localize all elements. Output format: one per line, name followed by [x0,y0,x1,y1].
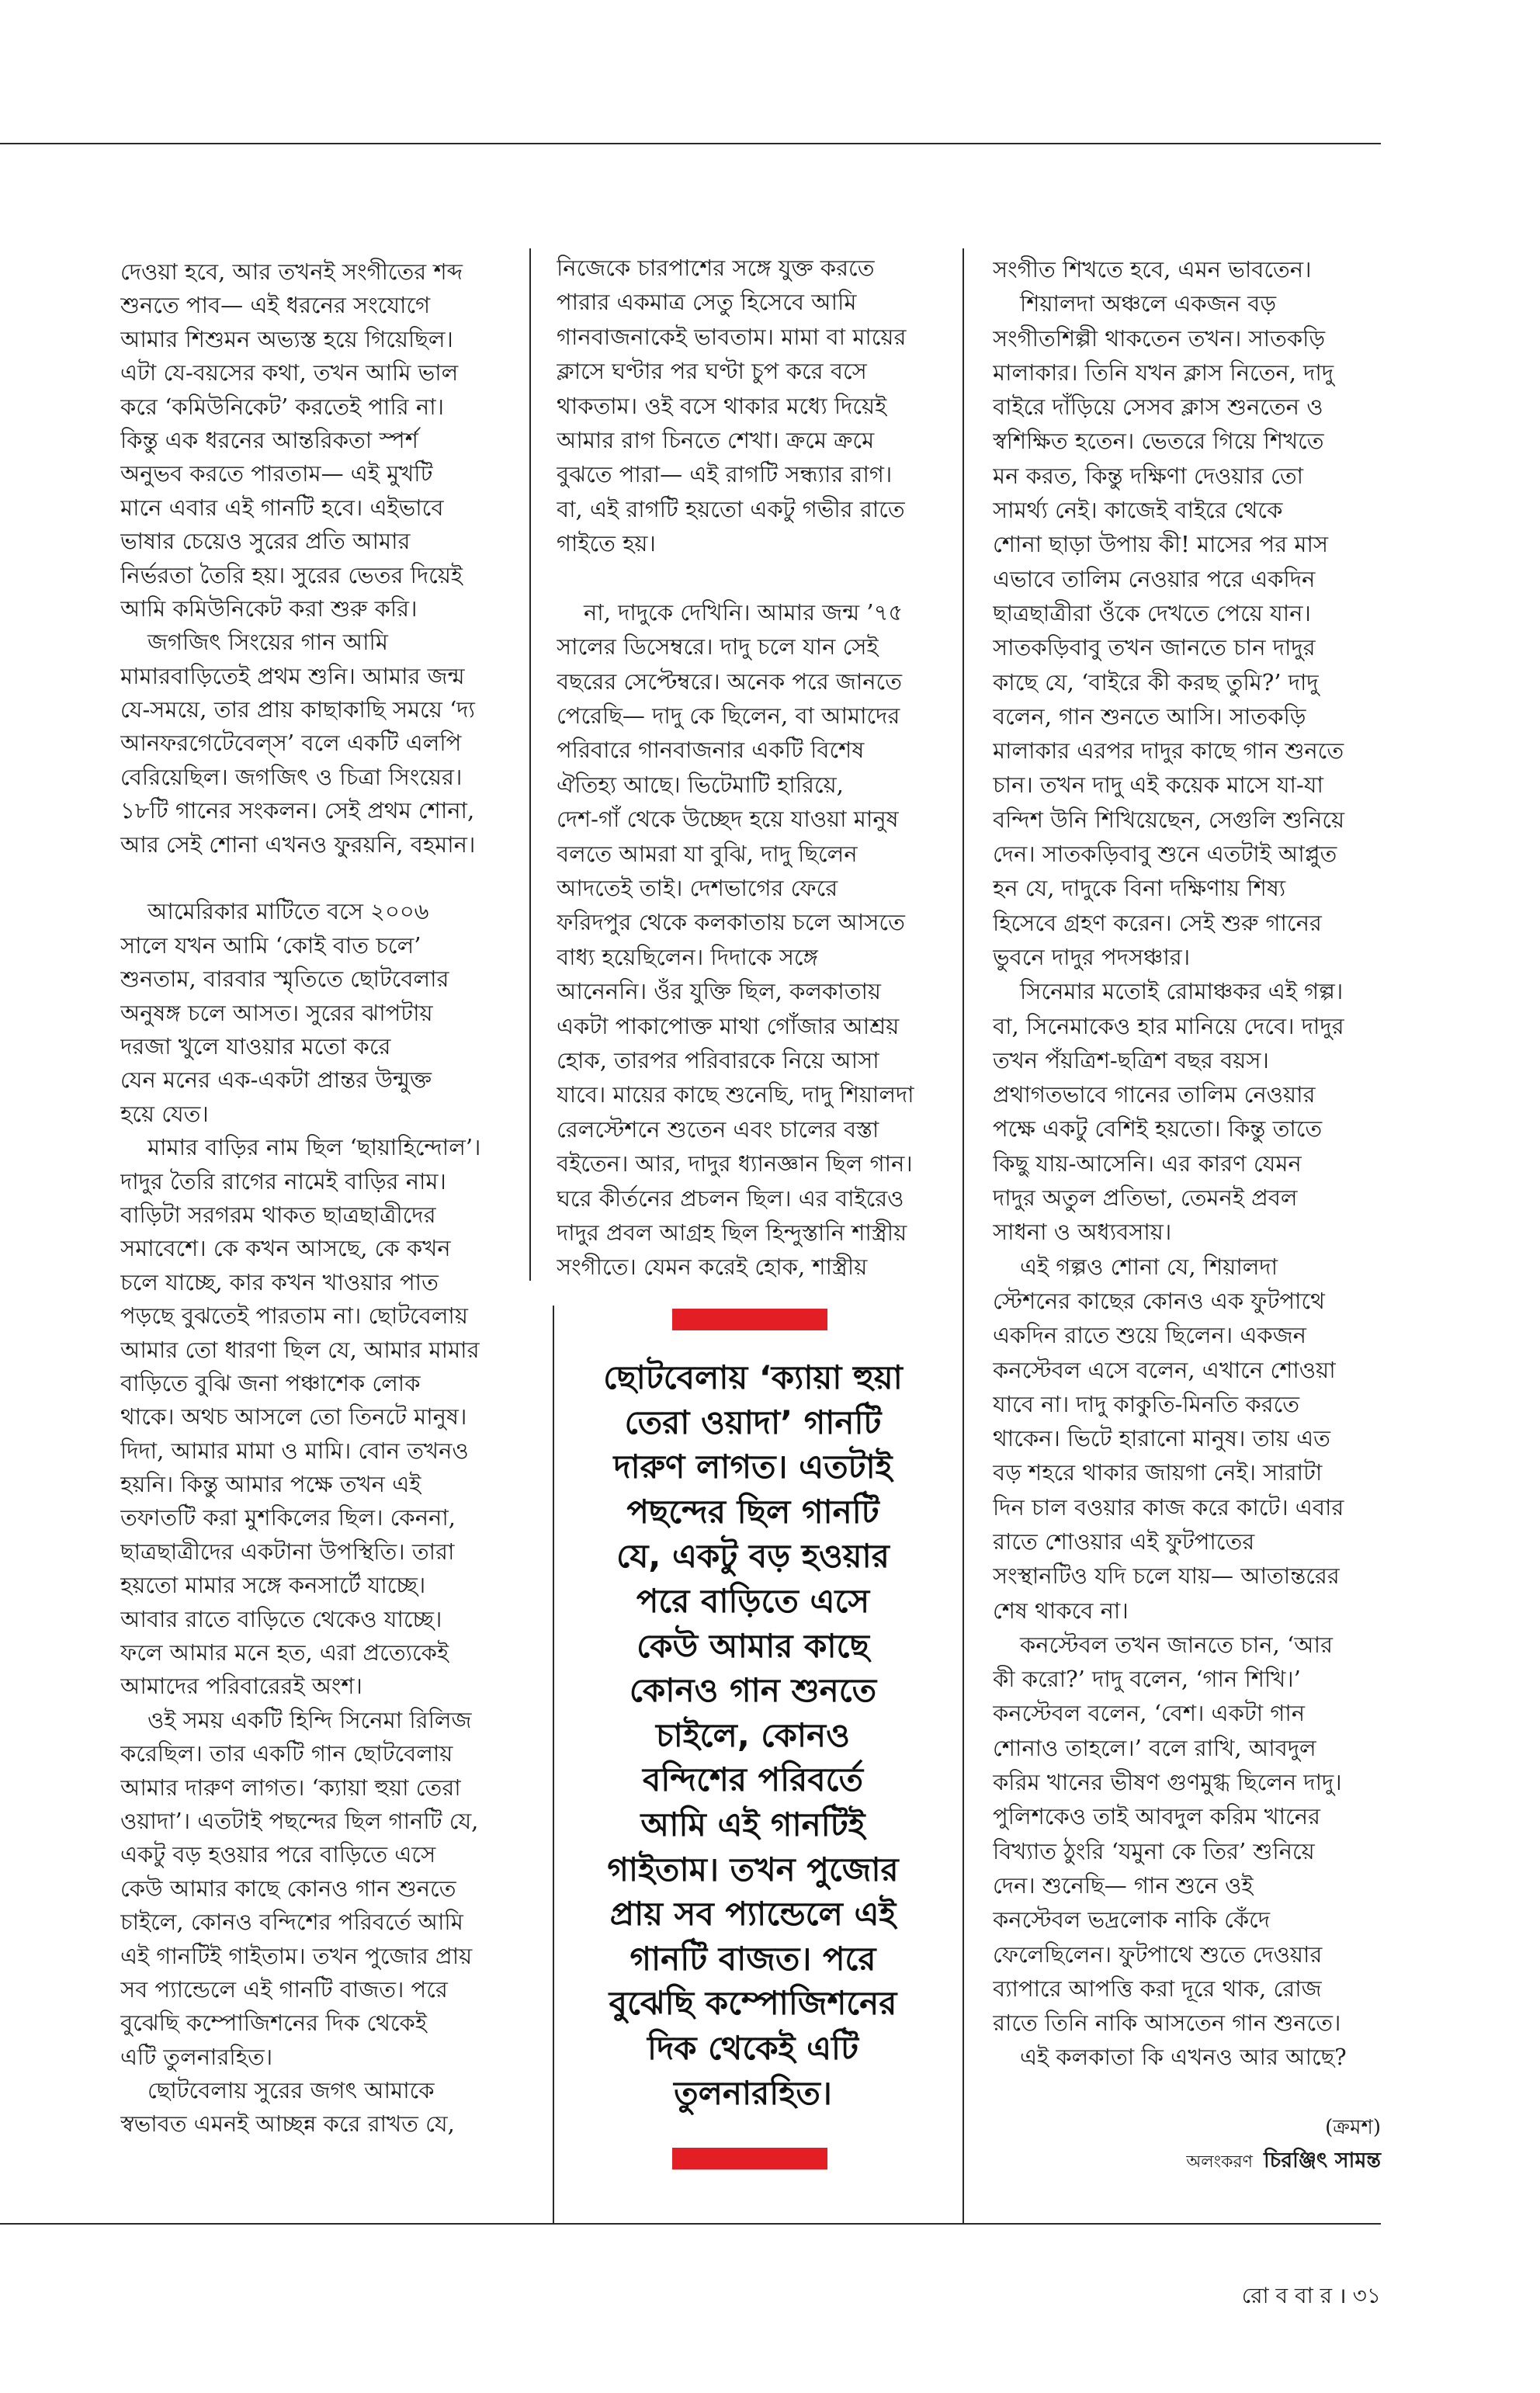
top-rule [0,143,1381,144]
illustrator-name: চিরঞ্জিৎ সামন্ত [1263,2148,1381,2173]
pull-quote-bottom-bar [672,2148,827,2169]
text-line: ঐতিহ্য আছে। ভিটেমাটি হারিয়ে, [557,771,844,798]
text-line: বিখ্যাত ঠুংরি ‘যমুনা কে তির’ শুনিয়ে [993,1837,1315,1864]
paragraph [120,1131,512,1704]
text-line: বলতে আমরা যা বুঝি, দাদু ছিলেন [557,840,858,867]
text-line: পুলিশকেও তাই আবদুল করিম খানের [993,1803,1320,1830]
text-line: ওয়াদা’। এতটাই পছন্দের ছিল গানটি যে, [120,1807,479,1834]
text-line: বছরের সেপ্টেম্বরে। অনেক পরে জানতে [557,668,902,695]
text-line: আমাদের পরিবারেরই অংশ। [120,1673,362,1700]
text-line: আমি কমিউনিকেট করা শুরু করি। [120,595,418,622]
pull-quote-line: যে, একটু বড় হওয়ার [616,1537,890,1576]
text-line: গাইতে হয়। [557,530,656,557]
text-line: মালাকার। তিনি যখন ক্লাস নিতেন, দাদু [993,359,1334,386]
text-line: সমাবেশে। কে কখন আসছে, কে কখন [120,1235,451,1262]
text-line: ঘরে কীর্তনের প্রচলন ছিল। এর বাইরেও [557,1184,904,1212]
text-line: মামারবাড়িতেই প্রথম শুনি। আমার জন্ম [120,662,465,689]
text-line: ভাষার চেয়েও সুরের প্রতি আমার [120,528,411,555]
text-line: অনুভব করতে পারতাম— এই মুখটি [120,460,433,487]
text-line: নির্ভরতা তৈরি হয়। সুরের ভেতর দিয়েই [120,561,463,588]
text-line: পরিবারে গানবাজনার একটি বিশেষ [557,737,865,764]
text-line: শিয়ালদা অঞ্চলে একজন বড় [1020,290,1277,317]
paragraph [120,895,512,1131]
text-line: এই কলকাতা কি এখনও আর আছে? [1020,2044,1347,2071]
paragraph [557,595,949,1285]
text-line: কী করো?’ দাদু বলেন, ‘গান শিখি।’ [993,1666,1301,1693]
text-line: গানবাজনাকেই ভাবতাম। মামা বা মায়ের [557,323,907,350]
article-column-right [993,252,1385,2084]
text-line: প্রথাগতভাবে গানের তালিম নেওয়ার [993,1081,1316,1108]
text-line: বা, এই রাগটি হয়তো একটু গভীর রাতে [557,495,905,522]
text-line: আনফরগেটেবেল্‌স’ বলে একটি এলপি [120,730,462,757]
text-line: রাতে শোওয়ার এই ফুটপাতের [993,1528,1255,1555]
column-divider-right [962,248,964,2223]
pull-quote-line: প্রায় সব প্যান্ডেলে এই [609,1895,897,1933]
text-line: করেছিল। তার একটি গান ছোটবেলায় [120,1740,453,1767]
paragraph [993,286,1385,974]
text-line: চলে যাচ্ছে, কার কখন খাওয়ার পাত [120,1268,439,1295]
text-line: এটা যে-বয়সের কথা, তখন আমি ভাল [120,359,459,387]
text-line: শোনাও তাহলে।’ বলে রাখি, আবদুল [993,1734,1316,1761]
pull-quote-line: কোনও গান শুনতে [629,1671,877,1710]
pull-quote-line: দারুণ লাগত। এতটাই [613,1448,893,1486]
pull-quote-border [553,1306,554,2223]
text-line: করে ‘কমিউনিকেট’ করতেই পারি না। [120,393,444,420]
text-line: তফাতটি করা মুশকিলের ছিল। কেননা, [120,1504,456,1531]
text-line: দিদা, আমার মামা ও মামি। বোন তখনও [120,1437,469,1464]
text-line: মালাকার এরপর দাদুর কাছে গান শুনতে [993,737,1344,765]
text-line: এই গানটিই গাইতাম। তখন পুজোর প্রায় [120,1942,473,1969]
text-line: শোনা ছাড়া উপায় কী! মাসের পর মাস [993,531,1329,558]
magazine-name: রো ব বা র [1241,2283,1332,2308]
pull-quote-line: গাইতাম। তখন পুজোর [607,1850,899,1888]
text-line: বুঝেছি কম্পোজিশনের দিক থেকেই [120,2010,427,2037]
text-line: কিছু যায়-আসেনি। এর কারণ যেমন [993,1150,1302,1177]
text-line: দেওয়া হবে, আর তখনই সংগীতের শব্দ [120,258,463,285]
text-line: দেন। সাতকড়িবাবু শুনে এতটাই আপ্লুত [993,841,1337,868]
text-line: সংগীতশিল্পী থাকতেন তখন। সাতকড়ি [993,324,1326,352]
text-line: জগজিৎ সিংয়ের গান আমি [147,629,388,656]
text-line: কাছে যে, ‘বাইরে কী করছ তুমি?’ দাদু [993,668,1319,695]
text-line: ফেলেছিলেন। ফুটপাথে শুতে দেওয়ার [993,1940,1323,1968]
text-line: বন্দিশ উনি শিখিয়েছেন, সেগুলি শুনিয়ে [993,806,1345,833]
paragraph [557,251,949,561]
text-line: যেন মনের এক-একটা প্রান্তর উন্মুক্ত [120,1066,432,1094]
text-line: বেরিয়েছিল। জগজিৎ ও চিত্রা সিংয়ের। [120,763,463,790]
text-line: স্টেশনের কাছের কোনও এক ফুটপাথে [993,1287,1325,1314]
paragraph [120,626,512,862]
text-line: ১৮টি গানের সংকলন। সেই প্রথম শোনা, [120,797,475,824]
text-line: কনস্টেবল বলেন, ‘বেশ। একটা গান [993,1700,1306,1727]
continued-note: (ক্রমশ) [1325,2116,1381,2139]
text-line: এই গল্পও শোনা যে, শিয়ালদা [1020,1253,1278,1280]
text-line: দাদুর প্রবল আগ্রহ ছিল হিন্দুস্তানি শাস্ত্রীয় [557,1219,907,1246]
pull-quote-line: বন্দিশের পরিবর্তে [643,1760,863,1799]
footer-separator: । [1338,2283,1347,2308]
text-line: ওই সময় একটি হিন্দি সিনেমা রিলিজ [147,1706,472,1733]
paragraph [120,2074,512,2142]
text-line: স্বশিক্ষিত হতেন। ভেতরে গিয়ে শিখতে [993,428,1324,455]
paragraph [993,1250,1385,1628]
text-line: বাধ্য হয়েছিলেন। দিদাকে সঙ্গে [557,943,818,970]
text-line: শুনতাম, বারবার স্মৃতিতে ছোটবেলার [120,966,449,993]
pull-quote-line: গানটি বাজত। পরে [630,1939,876,1978]
text-line: হয়ে যেত। [120,1100,209,1127]
text-line: বাড়িতে বুঝি জনা পঞ্চাশেক লোক [120,1369,421,1396]
text-line: বইতেন। আর, দাদুর ধ্যানজ্ঞান ছিল গান। [557,1150,913,1177]
text-line: দেন। শুনেছি— গান শুনে ওই [993,1871,1254,1899]
text-line: বড় শহরে থাকার জায়গা নেই। সারাটা [993,1459,1323,1486]
paragraph [993,252,1385,286]
page-number: ৩১ [1352,2283,1381,2308]
pull-quote-top-bar [672,1309,827,1330]
text-line: দেশ-গাঁ থেকে উচ্ছেদ হয়ে যাওয়া মানুষ [557,806,899,833]
text-line: দিন চাল বওয়ার কাজ করে কাটে। এবার [993,1493,1344,1521]
pull-quote [574,1309,931,2172]
text-line: অনুষঙ্গ চলে আসত। সুরের ঝাপটায় [120,999,433,1026]
text-line: নিজেকে চারপাশের সঙ্গে যুক্ত করতে [557,255,875,281]
text-line: হন যে, দাদুকে বিনা দক্ষিণায় শিষ্য [993,875,1286,902]
text-line: থাকতাম। ওই বসে থাকার মধ্যে দিয়েই [557,392,887,419]
text-line: হয়নি। কিন্তু আমার পক্ষে তখন এই [120,1471,421,1498]
pull-quote-line: পছন্দের ছিল গানটি [626,1492,879,1531]
pull-quote-line: বুঝেছি কম্পোজিশনের [609,1984,897,2023]
text-line: আবার রাতে বাড়িতে থেকেও যাচ্ছে। [120,1605,442,1632]
text-line: একটা পাকাপোক্ত মাথা গোঁজার আশ্রয় [557,1012,900,1039]
text-line: বুঝতে পারা— এই রাগটি সন্ধ্যার রাগ। [557,461,893,488]
text-line: আদতেই তাই। দেশভাগের ফেরে [557,875,838,902]
text-line: হয়তো মামার সঙ্গে কনসার্টে যাচ্ছে। [120,1572,426,1599]
text-line: শেষ থাকবে না। [993,1597,1129,1624]
pull-quote-line: আমি এই গানটিই [640,1805,865,1843]
text-line: পেরেছি— দাদু কে ছিলেন, বা আমাদের [557,702,900,730]
text-line: চাইলে, কোনও বন্দিশের পরিবর্তে আমি [120,1909,463,1936]
pull-quote-line: কেউ আমার কাছে [636,1626,869,1665]
text-line: মামার বাড়ির নাম ছিল ‘ছায়াহিন্দোল’। [147,1134,481,1161]
text-line: না, দাদুকে দেখিনি। আমার জন্ম ’৭৫ [584,598,904,626]
text-line: সাধনা ও অধ্যবসায়। [993,1219,1172,1246]
text-line: হিসেবে গ্রহণ করেন। সেই শুরু গানের [993,909,1322,936]
text-line: সালের ডিসেম্বরে। দাদু চলে যান সেই [557,633,879,661]
pull-quote-line: তুলনারহিত। [674,2073,832,2112]
text-line: একদিন রাতে শুয়ে ছিলেন। একজন [993,1322,1306,1349]
text-line: সাতকড়িবাবু তখন জানতে চান দাদুর [993,634,1316,661]
text-line: হোক, তারপর পরিবারকে নিয়ে আসা [557,1046,879,1073]
text-line: রেলস্টেশনে শুতেন এবং চালের বস্তা [557,1115,879,1143]
text-line: চান। তখন দাদু এই কয়েক মাসে যা-যা [993,772,1323,799]
text-line: ছোটবেলায় সুরের জগৎ আমাকে [147,2077,435,2104]
text-line: এভাবে তালিম নেওয়ার পরে একদিন [993,565,1316,592]
page-footer [1242,2280,1381,2311]
text-line: সালে যখন আমি ‘কোই বাত চলে’ [120,931,421,959]
text-line: একটু বড় হওয়ার পরে বাড়িতে এসে [120,1841,436,1868]
text-line: ছাত্রছাত্রীরা ওঁকে দেখতে পেয়ে যান। [993,599,1311,626]
text-line: পক্ষে একটু বেশিই হয়তো। কিন্তু তাতে [993,1115,1323,1143]
paragraph [993,2040,1385,2074]
text-line: তখন পঁয়ত্রিশ-ছত্রিশ বছর বয়স। [993,1046,1269,1073]
text-line: আমার রাগ চিনতে শেখা। ক্রমে ক্রমে [557,426,875,453]
text-line: আমার দারুণ লাগত। ‘ক্যায়া হুয়া তেরা [120,1774,461,1801]
text-line: করিম খানের ভীষণ গুণমুগ্ধ ছিলেন দাদু। [993,1769,1342,1796]
text-line: কিন্তু এক ধরনের আন্তরিকতা স্পর্শ [120,426,418,453]
pull-quote-line: চাইলে, কোনও [655,1715,851,1754]
illustration-credit [1186,2145,1381,2179]
text-line: বাড়িটা সরগরম থাকত ছাত্রছাত্রীদের [120,1201,436,1228]
text-line: সংগীত শিখতে হবে, এমন ভাবতেন। [993,256,1312,283]
pull-quote-line: ছোটবেলায় ‘ক্যায়া হুয়া [603,1358,903,1396]
text-line: সামর্থ্য নেই। কাজেই বাইরে থেকে [993,497,1283,524]
text-line: বা, সিনেমাকেও হার মানিয়ে দেবে। দাদুর [993,1012,1344,1039]
text-line: বলেন, গান শুনতে আসি। সাতকড়ি [993,702,1306,730]
text-line: ছাত্রছাত্রীদের একটানা উপস্থিতি। তারা [120,1538,455,1565]
text-line: সংগীতে। যেমন করেই হোক, শাস্ত্রীয় [557,1254,868,1281]
text-line: বাইরে দাঁড়িয়ে সেসব ক্লাস শুনতেন ও [993,394,1323,421]
text-line: শুনতে পাব— এই ধরনের সংযোগে [120,292,431,319]
text-line: ক্লাসে ঘণ্টার পর ঘণ্টা চুপ করে বসে [557,358,867,385]
pull-quote-line: তেরা ওয়াদা’ গানটি [624,1403,882,1441]
text-line: স্বভাবত এমনই আচ্ছন্ন করে রাখত যে, [120,2110,455,2138]
text-line: সব প্যান্ডেলে এই গানটি বাজত। পরে [120,1975,448,2003]
text-line: দাদুর অতুল প্রতিভা, তেমনই প্রবল [993,1184,1298,1212]
paragraph [993,974,1385,1249]
article-column-left [120,255,512,2157]
text-line: সিনেমার মতোই রোমাঞ্চকর এই গল্প। [1020,978,1344,1005]
text-line: থাকে। অথচ আসলে তো তিনটে মানুষ। [120,1403,467,1431]
paragraph [120,255,512,626]
text-line: আর সেই শোনা এখনও ফুরয়নি, বহমান। [120,831,476,858]
pull-quote-text [574,1355,931,2115]
text-line: রাতে তিনি নাকি আসতেন গান শুনতে। [993,2010,1341,2037]
text-line: পারার একমাত্র সেতু হিসেবে আমি [557,289,857,316]
article-column-middle [557,251,949,1295]
text-line: যাবে না। দাদু কাকুতি-মিনতি করতে [993,1390,1300,1417]
bottom-rule [0,2223,1381,2225]
paragraph [120,1704,512,2074]
text-line: ফরিদপুর থেকে কলকাতায় চলে আসতে [557,909,905,936]
text-line: থাকেন। ভিটে হারানো মানুষ। তায় এত [993,1425,1330,1452]
pull-quote-line: দিক থেকেই এটি [647,2028,858,2067]
text-line: পড়ছে বুঝতেই পারতাম না। ছোটবেলায় [120,1302,468,1330]
text-line: ফলে আমার মনে হত, এরা প্রত্যেকেই [120,1639,449,1666]
text-line: দরজা খুলে যাওয়ার মতো করে [120,1032,391,1060]
column-divider-left [529,248,531,1281]
text-line: মন করত, কিন্তু দক্ষিণা দেওয়ার তো [993,462,1303,489]
pull-quote-line: পরে বাড়িতে এসে [636,1581,870,1620]
text-line: আমার তো ধারণা ছিল যে, আমার মামার [120,1336,480,1363]
text-line: এটি তুলনারহিত। [120,2043,273,2070]
text-line: আমার শিশুমন অভ্যস্ত হয়ে গিয়েছিল। [120,325,453,352]
text-line: ভুবনে দাদুর পদসঞ্চার। [993,943,1191,970]
illustration-credit-label: অলংকরণ [1186,2152,1253,2172]
text-line: দাদুর তৈরি রাগের নামেই বাড়ির নাম। [120,1167,446,1195]
text-line: মানে এবার এই গানটি হবে। এইভাবে [120,494,444,521]
text-line: কেউ আমার কাছে কোনও গান শুনতে [120,1875,456,1902]
text-line: যাবে। মায়ের কাছে শুনেছি, দাদু শিয়ালদা [557,1081,914,1108]
text-line: কনস্টেবল ভদ্রলোক নাকি কেঁদে [993,1906,1271,1933]
text-line: কনস্টেবল এসে বলেন, এখানে শোওয়া [993,1356,1336,1383]
text-line: কনস্টেবল তখন জানতে চান, ‘আর [1020,1631,1333,1658]
paragraph [993,1628,1385,2041]
text-line: যে-সময়ে, তার প্রায় কাছাকাছি সময়ে ‘দ্য [120,696,475,723]
text-line: ব্যাপারে আপত্তি করা দূরে থাক, রোজ [993,1975,1322,2002]
text-line: আমেরিকার মাটিতে বসে ২০০৬ [147,898,429,925]
text-line: সংস্থানটিও যদি চলে যায়— আতান্তরের [993,1562,1340,1590]
text-line: আনেননি। ওঁর যুক্তি ছিল, কলকাতায় [557,978,881,1005]
